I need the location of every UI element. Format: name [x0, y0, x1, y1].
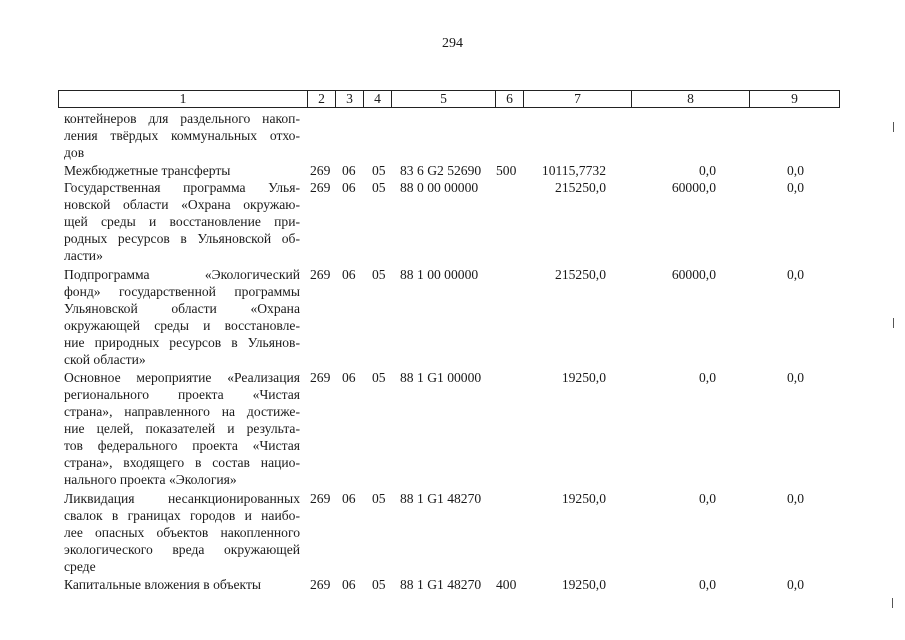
- cell-col-5: 88 0 00 00000: [400, 180, 479, 195]
- cell-col-2: 269: [310, 491, 331, 506]
- description-line: Государственная программа Улья-: [64, 180, 300, 195]
- cell-col-4: 05: [372, 267, 386, 282]
- cell-col-3: 06: [342, 577, 356, 592]
- cell-col-5: 88 1 00 00000: [400, 267, 479, 282]
- cell-col-4: 05: [372, 491, 386, 506]
- cell-col-9: 0,0: [787, 370, 804, 385]
- cell-col-8: 0,0: [699, 491, 716, 506]
- description-line: Ульяновской области «Охрана: [64, 301, 300, 316]
- scan-mark: [893, 318, 894, 328]
- header-cell-5: 5: [391, 91, 495, 107]
- cell-col-9: 0,0: [787, 180, 804, 195]
- cell-col-9: 0,0: [787, 577, 804, 592]
- cell-col-7: 19250,0: [561, 491, 606, 506]
- cell-col-7: 19250,0: [561, 577, 606, 592]
- cell-col-5: 88 1 G1 00000: [400, 370, 482, 385]
- cell-col-4: 05: [372, 370, 386, 385]
- description-line: ской области»: [64, 352, 146, 367]
- scan-mark: [892, 598, 893, 608]
- header-cell-7: 7: [523, 91, 631, 107]
- cell-col-3: 06: [342, 180, 356, 195]
- description-line: экологического вреда окружающей: [64, 542, 300, 557]
- cell-col-7: 19250,0: [561, 370, 606, 385]
- row-description: [64, 162, 300, 179]
- description-line: свалок в границах городов и наибо-: [64, 508, 300, 523]
- header-cell-4: 4: [363, 91, 391, 107]
- cell-col-2: 269: [310, 163, 331, 178]
- cell-col-7: 215250,0: [555, 180, 606, 195]
- cell-col-4: 05: [372, 163, 386, 178]
- row-description: [64, 490, 300, 575]
- cell-col-9: 0,0: [787, 267, 804, 282]
- scan-mark: [893, 122, 894, 132]
- cell-col-8: 0,0: [699, 370, 716, 385]
- cell-col-2: 269: [310, 180, 331, 195]
- cell-col-2: 269: [310, 577, 331, 592]
- cell-col-8: 0,0: [699, 577, 716, 592]
- table-header: [58, 90, 840, 108]
- description-line: ласти»: [64, 248, 103, 263]
- cell-col-9: 0,0: [787, 163, 804, 178]
- description-line: родных ресурсов в Ульяновской об-: [64, 231, 300, 246]
- description-line: дов: [64, 145, 85, 160]
- cell-col-7: 215250,0: [555, 267, 606, 282]
- header-cell-9: 9: [749, 91, 839, 107]
- cell-col-9: 0,0: [787, 491, 804, 506]
- row-description: [64, 369, 300, 488]
- cell-col-4: 05: [372, 180, 386, 195]
- cell-col-6: 500: [496, 163, 517, 178]
- cell-col-3: 06: [342, 267, 356, 282]
- description-line: Ликвидация несанкционированных: [64, 491, 300, 506]
- description-line: тов федерального проекта «Чистая: [64, 438, 300, 453]
- description-line: щей среды и восстановление при-: [64, 214, 300, 229]
- description-line: лее опасных объектов накопленного: [64, 525, 300, 540]
- cell-col-2: 269: [310, 267, 331, 282]
- description-line: ние целей, показателей и результа-: [64, 421, 300, 436]
- header-cell-8: 8: [631, 91, 749, 107]
- row-description: [64, 179, 300, 264]
- description-line: Подпрограмма «Экологический: [64, 267, 300, 282]
- description-line: нального проекта «Экология»: [64, 472, 237, 487]
- description-line: окружающей среды и восстановле-: [64, 318, 300, 333]
- header-cell-3: 3: [335, 91, 363, 107]
- row-description: [64, 266, 300, 368]
- description-line: Основное мероприятие «Реализация: [64, 370, 300, 385]
- description-line: фонд» государственной программы: [64, 284, 300, 299]
- cell-col-5: 83 6 G2 52690: [400, 163, 482, 178]
- cell-col-5: 88 1 G1 48270: [400, 577, 482, 592]
- description-line: новской области «Охрана окружаю-: [64, 197, 300, 212]
- description-line: среде: [64, 559, 96, 574]
- cell-col-7: 10115,7732: [541, 163, 606, 178]
- description-line: Межбюджетные трансферты: [64, 163, 231, 178]
- description-line: регионального проекта «Чистая: [64, 387, 300, 402]
- cell-col-5: 88 1 G1 48270: [400, 491, 482, 506]
- description-line: ления твёрдых коммунальных отхо-: [64, 128, 300, 143]
- description-line: Капитальные вложения в объекты: [64, 577, 262, 592]
- cell-col-3: 06: [342, 163, 356, 178]
- cell-col-3: 06: [342, 370, 356, 385]
- header-cell-6: 6: [495, 91, 523, 107]
- cell-col-3: 06: [342, 491, 356, 506]
- header-cell-2: 2: [307, 91, 335, 107]
- description-line: контейнеров для раздельного накоп-: [64, 111, 300, 126]
- description-line: страна», направленного на достиже-: [64, 404, 300, 419]
- cell-col-8: 60000,0: [671, 267, 716, 282]
- header-cell-1: 1: [179, 91, 187, 106]
- description-line: страна», входящего в состав нацио-: [64, 455, 300, 470]
- row-description: [64, 576, 300, 593]
- cell-col-8: 0,0: [699, 163, 716, 178]
- page-number: 294: [442, 36, 463, 51]
- cell-col-8: 60000,0: [671, 180, 716, 195]
- row-description: [64, 110, 300, 161]
- cell-col-6: 400: [496, 577, 517, 592]
- cell-col-4: 05: [372, 577, 386, 592]
- description-line: ние природных ресурсов в Ульянов-: [64, 335, 300, 350]
- cell-col-2: 269: [310, 370, 331, 385]
